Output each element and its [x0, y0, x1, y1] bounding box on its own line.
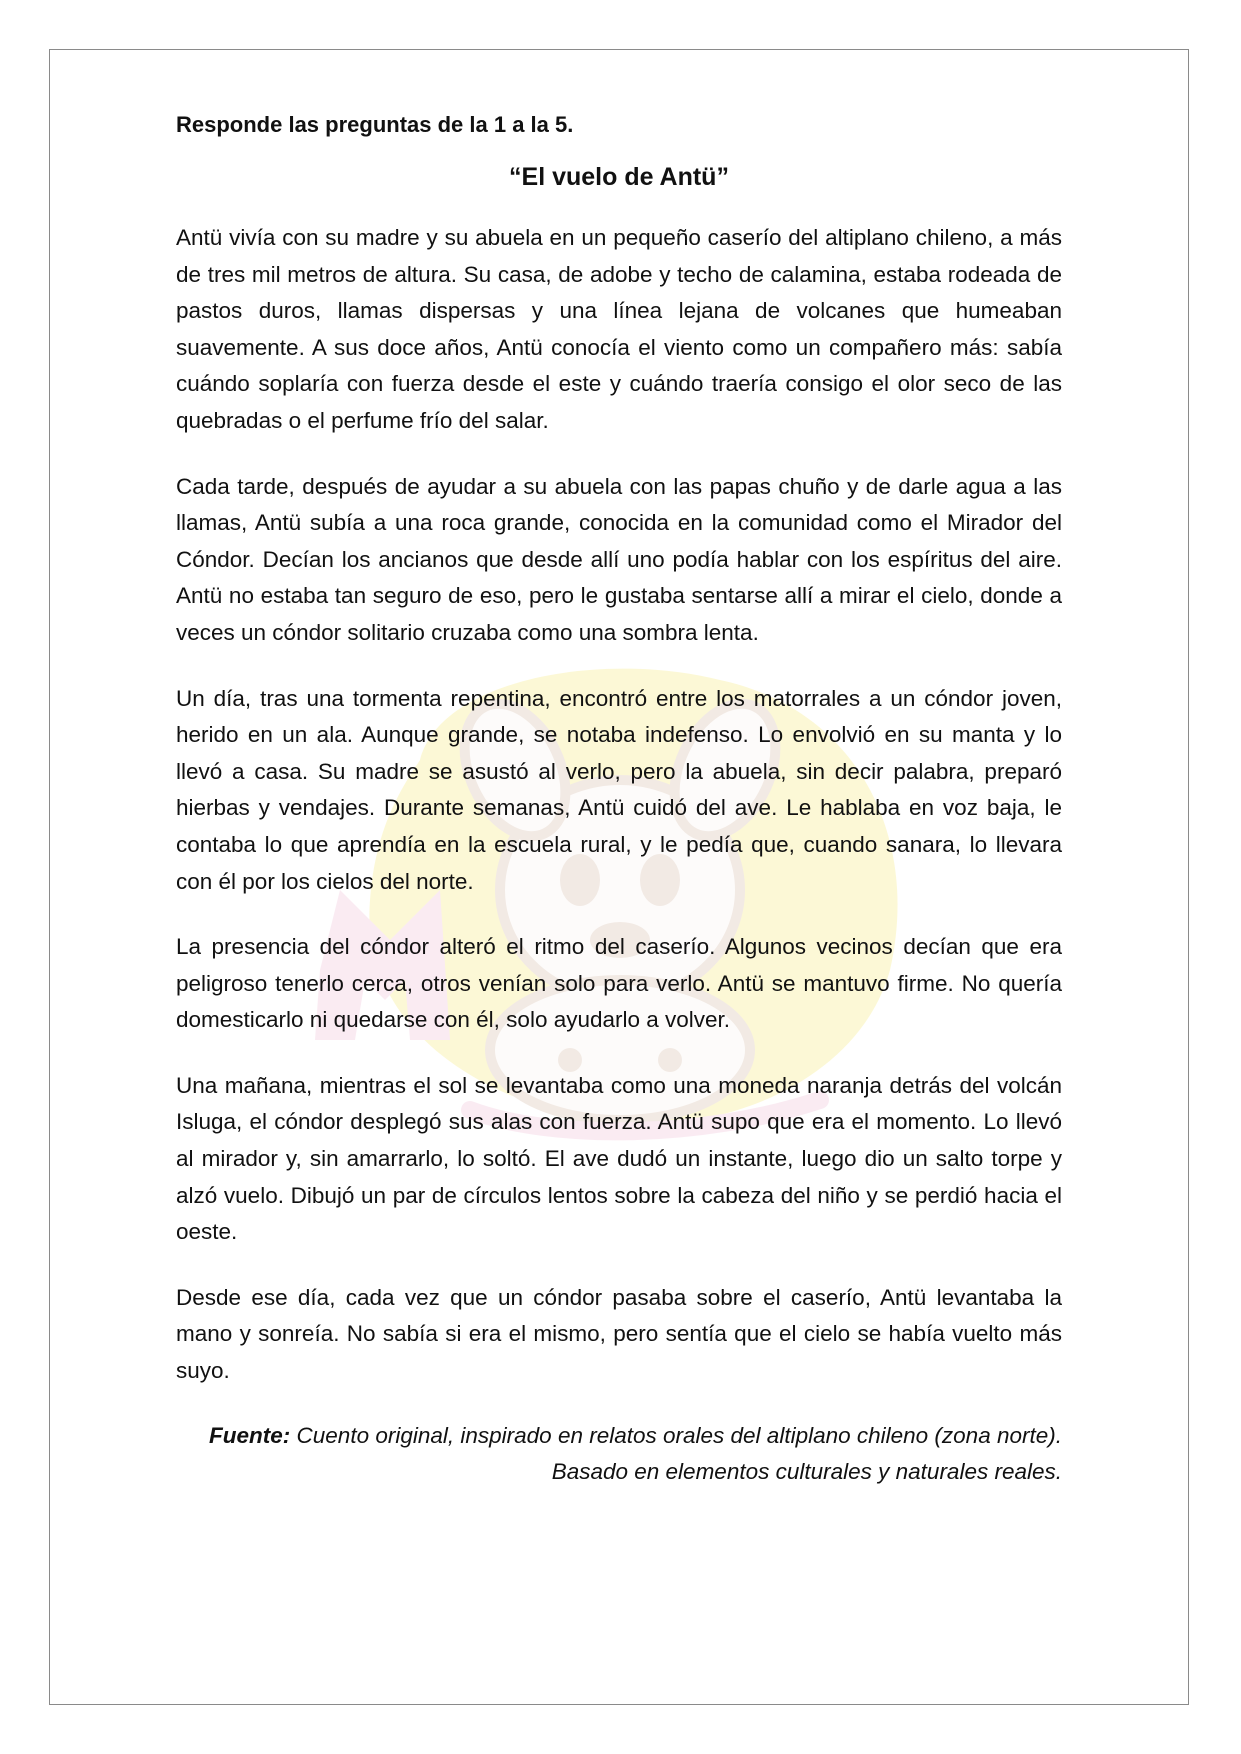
source-citation: [176, 1418, 1062, 1491]
source-text: Cuento original, inspirado en relatos orales del altiplano chileno (zona norte). Basado en elementos culturales y naturales reales.: [296, 1422, 1062, 1485]
source-label: Fuente:: [209, 1422, 291, 1448]
instruction-heading: Responde las preguntas de la 1 a la 5.: [176, 112, 574, 137]
story-paragraph-6: Desde ese día, cada vez que un cóndor pasaba sobre el caserío, Antü levantaba la mano y sonreía. No sabía si era el mismo, pero sentía que el cielo se había vuelto más suyo.: [176, 1284, 1062, 1384]
document-content: [176, 100, 1062, 1513]
story-paragraph-2: Cada tarde, después de ayudar a su abuela con las papas chuño y de darle agua a las llamas, Antü subía a una roca grande, conocida en la comunidad como el Mirador del Cóndor. Decían los ancianos que desde allí uno podía hablar con los espíritus del aire. Antü no estaba tan seguro de eso, pero le gustaba sentarse allí a mirar el cielo, donde a veces un cóndor solitario cruzaba como una sombra lenta.: [176, 473, 1062, 645]
story-paragraph-3: Un día, tras una tormenta repentina, encontró entre los matorrales a un cóndor joven, herido en un ala. Aunque grande, se notaba indefenso. Lo envolvió en su manta y lo llevó a casa. Su madre se asustó al verlo, pero la abuela, sin decir palabra, preparó hierbas y vendajes. Durante semanas, Antü cuidó del ave. Le hablaba en voz baja, le contaba lo que aprendía en la escuela rural, y le pedía que, cuando sanara, lo llevara con él por los cielos del norte.: [176, 685, 1062, 894]
story-paragraph-4: La presencia del cóndor alteró el ritmo del caserío. Algunos vecinos decían que era peligroso tenerlo cerca, otros venían solo para verlo. Antü se mantuvo firme. No quería domesticarlo ni quedarse con él, solo ayudarlo a volver.: [176, 934, 1062, 1033]
story-paragraph-1: Antü vivía con su madre y su abuela en un pequeño caserío del altiplano chileno, a más de tres mil metros de altura. Su casa, de adobe y techo de calamina, estaba rodeada de pastos duros, llamas dispersas y una línea lejana de volcanes que humeaban suavemente. A sus doce años, Antü conocía el viento como un compañero más: sabía cuándo soplaría con fuerza desde el este y cuándo traería consigo el olor seco de las quebradas o el perfume frío del salar.: [176, 225, 1062, 433]
story-paragraph-5: Una mañana, mientras el sol se levantaba como una moneda naranja detrás del volcán Isluga, el cóndor desplegó sus alas con fuerza. Antü supo que era el momento. Lo llevó al mirador y, sin amarrarlo, lo soltó. El ave dudó un instante, luego dio un salto torpe y alzó vuelo. Dibujó un par de círculos lentos sobre la cabeza del niño y se perdió hacia el oeste.: [176, 1072, 1062, 1245]
story-title: “El vuelo de Antü”: [509, 163, 729, 191]
